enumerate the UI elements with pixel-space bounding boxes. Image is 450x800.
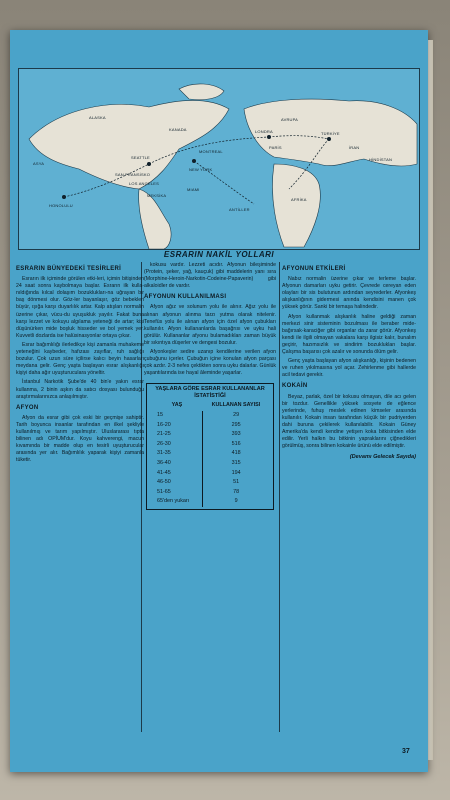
map-caption: ESRARIN NAKİL YOLLARI xyxy=(163,250,275,259)
column-2 xyxy=(144,262,276,514)
map-label-san-francisco: SAN FRANSİSKO xyxy=(115,172,151,177)
map-label-alaska: ALASKA xyxy=(89,115,106,120)
column-header-count: KULLANAN SAYISI xyxy=(211,402,261,409)
map-drawing xyxy=(19,69,419,249)
paragraph: Esrar bağımlılığı ilerledikçe kişi zamanla muhakeme yeteneğini kaybeder, hafızası zayıflar, ruh sağlığı bozulur. Çok uzun süre içilirse kalıcı beyin hasarları meydana gelir. Genç yaşta başlayan esrar alışkanlığı kişiyi daha ağır uyuşturuculara yöneltir. xyxy=(16,341,144,377)
continued-note: (Devamı Gelecek Sayıda) xyxy=(349,454,416,461)
paragraph: kokusu vardır. Lezzeti acıdır. Afyonun bileşiminde (Protein, şeker, yağ, kauçuk) gibi maddelerin yanı sıra (Morphine-Heroin-Narkotin-Codeine-Papaverin) gibi alkaloidler de vardır. xyxy=(144,262,276,290)
age-cell: 36-40 xyxy=(157,459,171,466)
map-label-honolulu: HONOLULU xyxy=(49,203,73,208)
table-row xyxy=(151,430,269,440)
age-cell: 51-65 xyxy=(157,488,171,495)
map-label-mexico: MEKSİKA xyxy=(147,193,167,198)
section-heading: ESRARIN BÜNYEDEKİ TESİRLERİ xyxy=(16,266,122,272)
section-heading: AFYONUN ETKİLERİ xyxy=(282,266,346,272)
age-cell: 15 xyxy=(157,412,163,418)
count-cell: 9 xyxy=(203,497,269,507)
stats-table xyxy=(151,400,269,507)
map-label-london: LONDRA xyxy=(255,129,273,134)
map-label-africa: AFRİKA xyxy=(291,197,307,202)
column-header-age: YAŞ xyxy=(171,402,183,409)
page-number: 37 xyxy=(402,748,410,755)
map-label-seattle: SEATTLE xyxy=(131,155,150,160)
section-heading: AFYONUN KULLANILMASI xyxy=(144,294,227,301)
map-label-antilles: ANTİLLER xyxy=(229,207,250,212)
paragraph: Esrarın ilk içiminde görülen etki-leri, içimin bitişinden 24 saat sonra kaybolmaya başlar. Esrarın ilk kulla-nıldığında kılcal dolaşım bozuklukları-na uğrayan bir baş dönmesi olur. Göz-ler bayanlaşır, göz bebekleri büyür, ışığa karşı duyarlılık artar. Kalp atışları normalin üzerine çıkar, vücu-du uyuşukluk yayılır. Fakat buna karşı lezzet ve kokuyu algılama yeteneği de artar; kişi düşünürken mide boşluk hisseder ve bol yemek yer. Kuvvetli dozlarda ise halüsinasyonlar ortaya çıkar. xyxy=(16,276,144,339)
table-row xyxy=(151,440,269,450)
map-label-turkey: TÜRKİYE xyxy=(321,131,340,136)
count-cell: 418 xyxy=(203,449,269,459)
map-label-new-york: NEW YORK xyxy=(189,167,213,172)
table-row xyxy=(151,411,269,421)
map-label-asia: ASYA xyxy=(33,161,45,166)
table-row xyxy=(151,459,269,469)
age-cell: 46-50 xyxy=(157,479,171,486)
paragraph: İstanbul Narkotik Şube'de 40 bin'e yakın esrar kullanma, 2 binin aşkın da satıcı dosyası bulunduğu araştırmalarınızca anlaşılmıştır. xyxy=(16,379,144,400)
age-cell: 31-35 xyxy=(157,450,171,457)
map-label-miami: MIAMI xyxy=(187,187,200,192)
age-cell: 65'den yukarı xyxy=(157,498,190,505)
table-row xyxy=(151,478,269,488)
count-cell: 78 xyxy=(203,488,269,498)
magazine-page xyxy=(10,30,428,772)
count-cell: 516 xyxy=(203,440,269,450)
section-heading: AFYON xyxy=(16,404,39,411)
column-3 xyxy=(282,262,416,461)
map-label-india: HİNDİSTAN xyxy=(369,157,393,162)
section-heading: KOKAİN xyxy=(282,383,308,390)
count-cell: 29 xyxy=(203,411,269,421)
age-cell: 16-20 xyxy=(157,421,171,428)
map-label-canada: KANADA xyxy=(169,127,187,132)
paragraph: Genç yaşta başlayan afyon alışkanlığı, kişinin bedenen ve ruhen yıkılmasına yol açar. Zehirlenme gibi hallerde acil tedavi gerekir. xyxy=(282,358,416,379)
statistics-table xyxy=(146,383,274,510)
count-cell: 393 xyxy=(203,430,269,440)
table-title: YAŞLARA GÖRE ESRAR KULLANANLAR İSTATİSTİĞİ xyxy=(155,386,265,400)
paragraph: Beyaz, parlak, özel bir kokusu olmayan, dile acı gelen bir tozdur. Genellikle yüksek sosyete de eğlence yerlerinde, fuhuş meslek edinen kimseler arasında kullanılır. Kokain insan tarafından küçük bir pudriyerden dahi buruna çekilerek kullanılabilir. Kokain Güney Amerika'da kendi kendine yetişen koka bitkisinden elde edilir. Yerli halkın bu bitkinin yapraklarını çiğnedikleri görülmüş, sonra bilinen kokainle ürünü elde edilmiştir. xyxy=(282,393,416,450)
count-cell: 295 xyxy=(203,421,269,431)
table-row xyxy=(151,469,269,479)
count-cell: 194 xyxy=(203,469,269,479)
paragraph: Afyon ağız ve solunum yolu ile alınır. Ağız yolu ile alınan afyonun alınma tarzı yutma olarak nitelenir. Tenefüs yolu ile alınan afyon için özel afyon çubukları kullanılır. Afyon kullananlarda başağrısı ve uyku hali görülür. Kullananlar afyonu bulamadıkları zaman büyük bir sıkıntıya düşerler ve dengesi bozulur. xyxy=(144,304,276,346)
paragraph: Afyonkeşler sedire uzanıp kendilerine verilen afyon çubuğunu içerler. Çubuğun içine konulan afyon parçası çok azdır. 2-3 nefes çektikten sonra uyku dalarlar. Günlük yaşantılarında ise hayal âleminde yaşarlar. xyxy=(144,349,276,377)
paragraph: Nabız normalin üzerine çıkar ve terleme başlar. Afyonun damarları uyku getirir. Çevrede cereyan eden olayları bir sis bulutunun ardından seyrederler. Afyonkeş alışkanlığının gidermesi anında kendisini manen çok yüksek görür. Sanki bir temaşa halindedir. xyxy=(282,276,416,311)
table-row xyxy=(151,421,269,431)
paragraph: Afyon da esrar gibi çok eski bir geçmişe sahiptir. Tarih boyunca insanlar tarafından en ilkel şekliyle kullanılmış ve tarım yapılmıştır. Uluslararası tıpta bilinen adı OPİUM'dur. Koyu kahverengi, macun kıvamında bir madde olup en tesirli uyuşturucular arasında yer alır. Bağımlılık yaparak kişiyi zamanla tüketir. xyxy=(16,414,144,464)
age-cell: 41-45 xyxy=(157,469,171,476)
age-cell: 21-25 xyxy=(157,431,171,438)
column-divider xyxy=(279,262,280,732)
paragraph: Afyon kullanmak alışkanlık haline geldiği zaman merkezi sinir sisteminin bozulması ile beraber mide-bağırsak-karaciğer gibi organlar da zarar görür. Afyonkeş kendi ile ilgili olmayan vakalara karşı ilgisiz kalır, bunalım geçirir, hazımsızlık ve sindirim bozuklukları başlar. Çalışma başarısı çok azalır ve sonunda ölüm gelir. xyxy=(282,313,416,356)
column-1 xyxy=(10,262,144,466)
age-cell: 26-30 xyxy=(157,440,171,447)
map-label-paris: PARİS xyxy=(269,145,282,150)
map-label-los-angeles: LOS ANGELES xyxy=(129,181,159,186)
table-row xyxy=(151,488,269,498)
table-row xyxy=(151,449,269,459)
map-label-montreal: MONTREAL xyxy=(199,149,223,154)
world-map xyxy=(18,68,420,250)
map-label-europe: AVRUPA xyxy=(281,117,299,122)
map-label-iran: İRAN xyxy=(349,145,360,150)
table-row xyxy=(151,497,269,507)
count-cell: 315 xyxy=(203,459,269,469)
count-cell: 51 xyxy=(203,478,269,488)
